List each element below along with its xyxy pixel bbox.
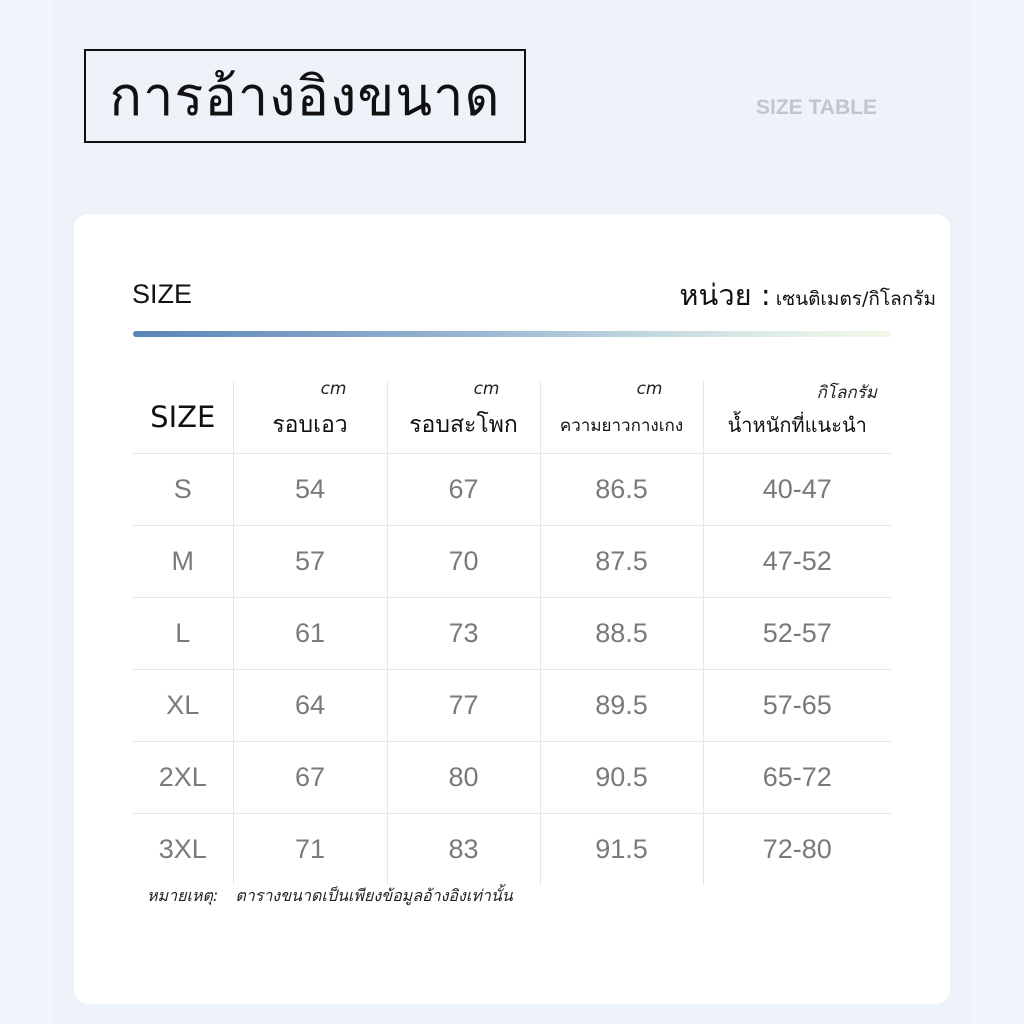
column-label: น้ำหนักที่แนะนำ bbox=[727, 413, 867, 437]
cell-hip: 77 bbox=[387, 670, 540, 742]
column-unit: cm bbox=[473, 379, 500, 399]
cell-hip: 67 bbox=[387, 454, 540, 526]
column-label: รอบสะโพก bbox=[409, 412, 518, 438]
cell-waist: 67 bbox=[233, 742, 387, 814]
column-header-size: SIZE bbox=[150, 400, 216, 434]
cell-waist: 57 bbox=[233, 526, 387, 598]
cell-size: S bbox=[133, 454, 233, 526]
table-row bbox=[133, 598, 891, 670]
footnote-label: หมายเหตุ: bbox=[147, 886, 219, 905]
cell-size: 3XL bbox=[133, 814, 233, 886]
column-header-waist bbox=[233, 381, 387, 454]
title-box bbox=[84, 49, 526, 143]
unit-label: หน่วย : bbox=[679, 278, 771, 312]
column-unit: กิโลกรัม bbox=[816, 383, 877, 403]
column-header-hip bbox=[387, 381, 540, 454]
column-header-length bbox=[540, 381, 703, 454]
column-label: รอบเอว bbox=[272, 412, 348, 438]
table-row bbox=[133, 814, 891, 886]
cell-size: M bbox=[133, 526, 233, 598]
cell-waist: 61 bbox=[233, 598, 387, 670]
cell-waist: 71 bbox=[233, 814, 387, 886]
cell-length: 86.5 bbox=[540, 454, 703, 526]
cell-weight: 65-72 bbox=[703, 742, 891, 814]
cell-weight: 52-57 bbox=[703, 598, 891, 670]
table-row bbox=[133, 454, 891, 526]
size-heading: SIZE bbox=[132, 279, 193, 309]
cell-hip: 83 bbox=[387, 814, 540, 886]
cell-hip: 70 bbox=[387, 526, 540, 598]
table-row bbox=[133, 526, 891, 598]
unit-info bbox=[679, 272, 936, 318]
column-unit: cm bbox=[636, 379, 663, 399]
footnote bbox=[147, 884, 513, 909]
table-row bbox=[133, 742, 891, 814]
cell-size: 2XL bbox=[133, 742, 233, 814]
column-unit: cm bbox=[320, 379, 347, 399]
cell-hip: 73 bbox=[387, 598, 540, 670]
size-table bbox=[133, 381, 891, 885]
cell-length: 88.5 bbox=[540, 598, 703, 670]
cell-weight: 57-65 bbox=[703, 670, 891, 742]
footnote-text: ตารางขนาดเป็นเพียงข้อมูลอ้างอิงเท่านั้น bbox=[235, 886, 513, 905]
column-label: ความยาวกางเกง bbox=[559, 415, 684, 436]
cell-length: 87.5 bbox=[540, 526, 703, 598]
cell-waist: 64 bbox=[233, 670, 387, 742]
cell-length: 91.5 bbox=[540, 814, 703, 886]
page-title: การอ้างอิงขนาด bbox=[109, 65, 501, 128]
cell-length: 89.5 bbox=[540, 670, 703, 742]
table-row bbox=[133, 670, 891, 742]
cell-weight: 47-52 bbox=[703, 526, 891, 598]
cell-length: 90.5 bbox=[540, 742, 703, 814]
cell-weight: 40-47 bbox=[703, 454, 891, 526]
cell-hip: 80 bbox=[387, 742, 540, 814]
cell-weight: 72-80 bbox=[703, 814, 891, 886]
unit-value: เซนติเมตร/กิโลกรัม bbox=[775, 288, 936, 310]
table-header-row bbox=[133, 381, 891, 454]
column-header-weight bbox=[703, 381, 891, 454]
gradient-divider bbox=[133, 331, 891, 337]
size-table-subtitle: SIZE TABLE bbox=[756, 96, 877, 119]
cell-size: XL bbox=[133, 670, 233, 742]
cell-waist: 54 bbox=[233, 454, 387, 526]
cell-size: L bbox=[133, 598, 233, 670]
